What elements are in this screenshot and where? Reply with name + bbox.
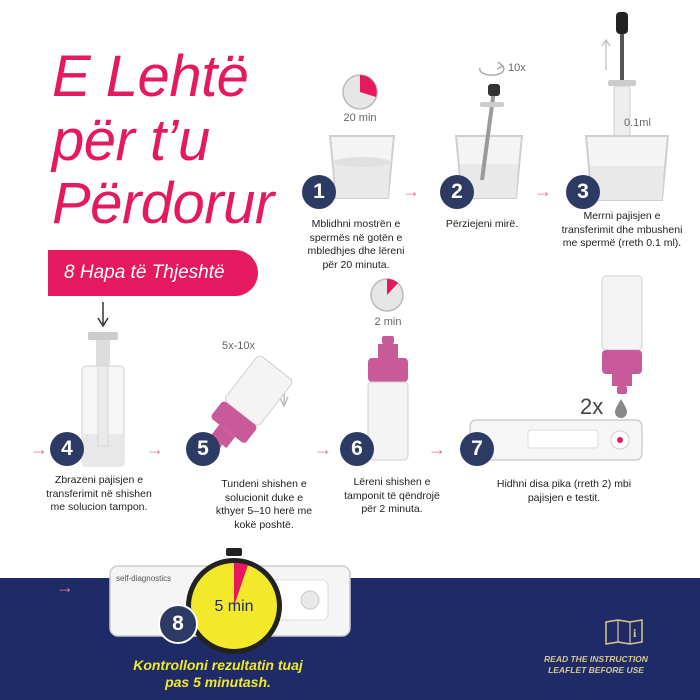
- arrow-into-4: →: [30, 439, 48, 459]
- step-1-timer-label: 20 min: [343, 112, 377, 124]
- device-label: self-diagnostics: [116, 574, 172, 583]
- step-8-number: 8: [158, 604, 198, 644]
- title-line-2: për t’u: [52, 108, 210, 173]
- step-5-caption: Tundeni shishen e solucionit duke e kthyer 5–10 herë me kokë poshtë.: [215, 478, 313, 531]
- step-4-caption: Zbrazeni pajisjen e transferimit në shishen me solucion tampon.: [46, 474, 152, 513]
- title-line-1: E Lehtë: [52, 44, 249, 109]
- arrow-5-6: →: [314, 439, 332, 459]
- transfer-device-cup-icon: [582, 10, 672, 206]
- rotate-arrow-icon: [476, 56, 508, 78]
- step-5-number: 5: [186, 432, 220, 466]
- step-6-timer-label: 2 min: [374, 316, 402, 328]
- title-line-3: Përdorur: [52, 171, 274, 236]
- timer-2min-icon: [368, 276, 406, 314]
- arrow-6-7: →: [428, 439, 446, 459]
- step-7-caption: Hidhni disa pika (rreth 2) mbi pajisjen e testit.: [496, 478, 632, 504]
- step-4-number: 4: [50, 432, 84, 466]
- step-2-label: 10x: [508, 62, 526, 74]
- leaflet-book-icon: [604, 618, 644, 646]
- subtitle-pill: 8 Hapa të Thjeshtë: [48, 250, 258, 296]
- step-7-number: 7: [460, 432, 494, 466]
- step-5-label: 5x-10x: [222, 340, 256, 352]
- timer-20min-icon: [340, 72, 380, 112]
- leaflet-text: READ THE INSTRUCTION LEAFLET BEFORE USE: [544, 654, 648, 675]
- inverted-bottle-icon: [596, 274, 648, 400]
- step-8-timer-label: 5 min: [214, 598, 254, 615]
- step-2-number: 2: [440, 175, 474, 209]
- step-1-caption: Mblidhni mostrën e spermës në gotën e mbledhjes dhe lëreni për 20 minuta.: [307, 218, 405, 271]
- test-cassette-icon: [468, 418, 644, 462]
- arrow-into-8: →: [56, 577, 74, 597]
- step-6-number: 6: [340, 432, 374, 466]
- step-3-caption: Merrni pajisjen e transferimit dhe mbusheni me spermë (rreth 0.1 ml).: [561, 210, 683, 249]
- step-3-label: 0.1ml: [624, 117, 651, 129]
- step-8-caption: Kontrolloni rezultatin tuaj pas 5 minutash.: [133, 657, 303, 690]
- step-7-label: 2x: [580, 394, 604, 419]
- arrow-2-3: →: [534, 181, 552, 201]
- step-1-number: 1: [302, 175, 336, 209]
- step-2-caption: Përziejeni mirë.: [445, 218, 519, 230]
- step-6-caption: Lëreni shishen e tamponit të qëndrojë për 2 minuta.: [344, 476, 440, 515]
- step-3-number: 3: [566, 175, 600, 209]
- svg-text:i: i: [633, 626, 637, 640]
- collection-cup-icon: [326, 132, 398, 202]
- buffer-bottle-dropper-icon: [76, 300, 130, 470]
- droplet-icon: [614, 398, 628, 418]
- arrow-1-2: →: [402, 181, 420, 201]
- arrow-4-5: →: [146, 439, 164, 459]
